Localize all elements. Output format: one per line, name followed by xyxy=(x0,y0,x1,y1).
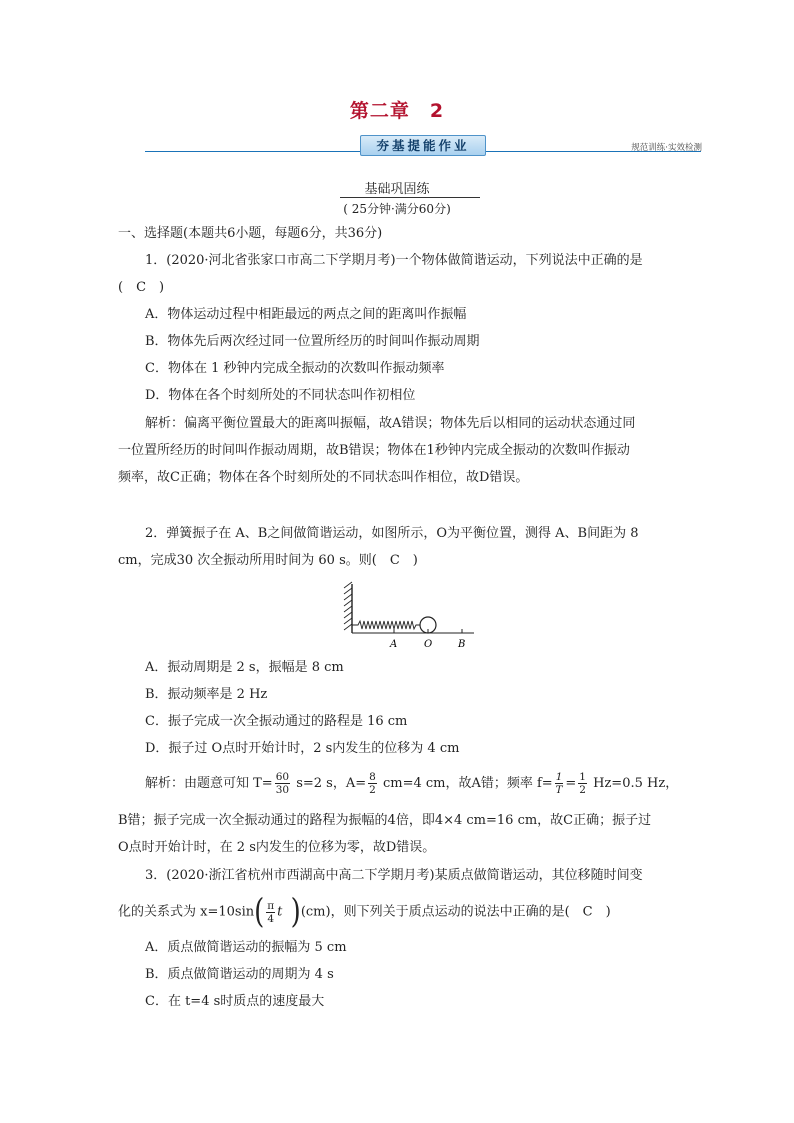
header-tagline: 规范训练·实效检测 xyxy=(631,143,702,153)
q2-option-a: A．振动周期是 2 s，振幅是 8 cm xyxy=(145,660,344,675)
q2-analysis-line1 xyxy=(145,770,713,798)
section-title-underline xyxy=(340,197,480,198)
fraction-8-2: $\frac{8}{2}$ xyxy=(369,771,376,796)
q1-stem-line2: ( C ) xyxy=(118,280,165,295)
fraction-60-30: $\frac{60}{30}$ xyxy=(275,771,290,796)
label-a: A xyxy=(390,639,398,650)
q1-option-a: A．物体运动过程中相距最远的两点之间的距离叫作振幅 xyxy=(145,307,467,322)
q2-option-d: D．振子过 O点时开始计时，2 s内发生的位移为 4 cm xyxy=(145,741,460,756)
q3-option-a: A．质点做简谐运动的振幅为 5 cm xyxy=(145,940,347,955)
label-o: O xyxy=(424,639,433,650)
chapter-title: 第二章 2 xyxy=(349,100,445,122)
q1-option-c: C．物体在 1 秒钟内完成全振动的次数叫作振动频率 xyxy=(145,361,445,376)
q1-option-d: D．物体在各个时刻所处的不同状态叫作初相位 xyxy=(145,388,416,403)
q2-option-c: C．振子完成一次全振动通过的路程是 16 cm xyxy=(145,714,408,729)
part-title: 一、选择题(本题共6小题，每题6分，共36分) xyxy=(118,226,383,241)
label-b: B xyxy=(458,639,466,650)
fraction-pi-4: $\frac{\pi}{4}$ xyxy=(267,899,275,925)
section-title: 基础巩固练 xyxy=(364,182,430,197)
fraction-1-2: $\frac{1}{2}$ xyxy=(579,771,586,796)
q1-analysis-line3: 频率，故C正确；物体在各个时刻所处的不同状态叫作相位，故D错误。 xyxy=(118,470,529,485)
q1-analysis-line2: 一位置所经历的时间叫作振动周期，故B错误；物体在1秒钟内完成全振动的次数叫作振动 xyxy=(118,443,630,458)
q2-analysis-text-2: s=2 s，A= xyxy=(292,776,367,791)
q2-stem-line2: cm，完成30 次全振动所用时间为 60 s。则( C ) xyxy=(118,553,418,568)
q3-option-c: C．在 t=4 s时质点的速度最大 xyxy=(145,994,325,1009)
q2-stem-line1: 2．弹簧振子在 A、B之间做简谐运动，如图所示，O为平衡位置，测得 A、B间距为 8 xyxy=(145,526,639,541)
q1-option-b: B．物体先后两次经过同一位置所经历的时间叫作振动周期 xyxy=(145,334,480,349)
right-paren: ) xyxy=(290,892,301,932)
q3-formula-suffix: (cm)，则下列关于质点运动的说法中正确的是( C ) xyxy=(300,904,611,920)
q1-analysis-line1: 解析：偏离平衡位置最大的距离叫振幅，故A错误；物体先后以相同的运动状态通过同 xyxy=(145,416,636,431)
q2-analysis-line2: B错；振子完成一次全振动通过的路程为振幅的4倍，即4×4 cm=16 cm，故C正确；振子过 xyxy=(118,813,652,828)
q3-stem-line2 xyxy=(118,892,686,932)
q2-analysis-text-5: Hz=0.5 Hz， xyxy=(588,776,679,791)
q3-stem-line1: 3．(2020·浙江省杭州市西湖高中高二下学期月考)某质点做简谐运动，其位移随时间变 xyxy=(145,868,643,883)
q2-analysis-text-1: 解析：由题意可知 T= xyxy=(145,776,273,791)
q2-analysis-text-4: = xyxy=(565,776,577,791)
fraction-1-T: $\frac{1}{T}$ xyxy=(555,771,563,796)
q2-option-b: B．振动频率是 2 Hz xyxy=(145,687,268,702)
q1-stem-line1: 1．(2020·河北省张家口市高二下学期月考)一个物体做简谐运动，下列说法中正确的是 xyxy=(145,253,643,268)
left-paren: ( xyxy=(254,892,265,932)
q2-analysis-line3: O点时开始计时，在 2 s内发生的位移为零，故D错误。 xyxy=(118,840,436,855)
wall-hatch xyxy=(344,582,352,633)
homework-badge: 夯基提能作业 xyxy=(360,135,486,156)
spring-oscillator-figure xyxy=(338,578,478,650)
formula-variable: t xyxy=(277,904,283,920)
q3-formula-prefix: 化的关系式为 x=10sin xyxy=(118,904,255,920)
spring xyxy=(352,621,420,629)
q3-option-b: B．质点做简谐运动的周期为 4 s xyxy=(145,967,334,982)
q2-analysis-text-3: cm=4 cm，故A错；频率 f= xyxy=(378,776,553,791)
section-subtitle: ( 25分钟·满分60分) xyxy=(343,202,451,216)
